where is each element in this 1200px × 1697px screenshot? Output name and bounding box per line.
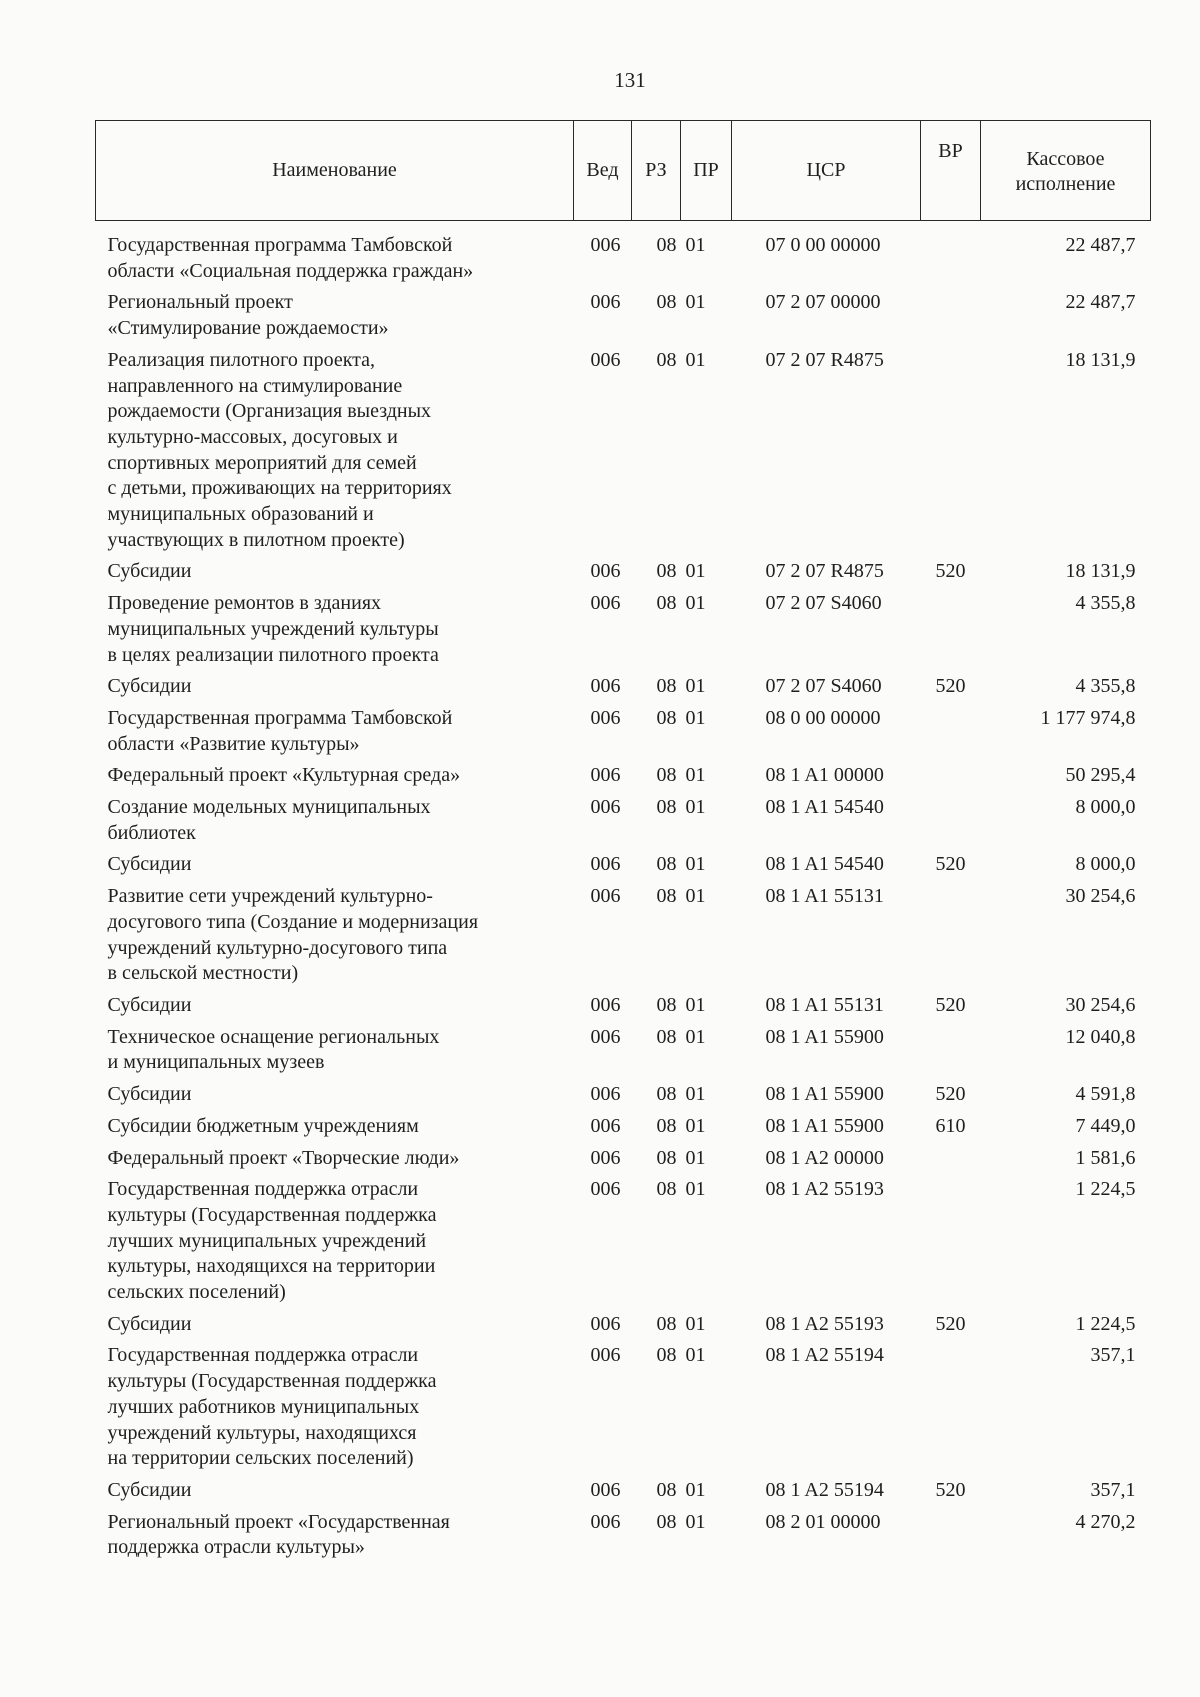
cell-vr <box>921 700 981 757</box>
cell-name: Субсидии бюджетным учреждениям <box>107 1114 419 1137</box>
cell-csr: 07 2 07 00000 <box>765 291 881 314</box>
table-row <box>96 1076 1151 1108</box>
cell-ved: 006 <box>590 1083 621 1106</box>
cell-csr: 07 2 07 S4060 <box>765 592 882 615</box>
cell-ved: 006 <box>590 885 621 908</box>
cell-amount: 30 254,6 <box>1065 993 1136 1016</box>
cell-rz: 08 <box>656 853 677 876</box>
cell-name: Региональный проект «Стимулирование рождаемости» <box>107 291 389 340</box>
table-row <box>96 1140 1151 1172</box>
cell-rz: 08 <box>656 560 677 583</box>
cell-amount: 4 355,8 <box>1075 592 1136 615</box>
cell-vr: 520 <box>935 853 966 876</box>
cell-amount: 8 000,0 <box>1075 853 1136 876</box>
cell-ved: 006 <box>590 1025 621 1048</box>
cell-name: Субсидии <box>107 675 192 698</box>
cell-vr <box>921 1019 981 1076</box>
cell-vr <box>921 789 981 846</box>
table-row <box>96 284 1151 341</box>
cell-pr: 01 <box>685 764 706 787</box>
cell-rz: 08 <box>656 348 677 371</box>
cell-ved: 006 <box>590 1178 621 1201</box>
cell-pr: 01 <box>685 348 706 371</box>
table-row <box>96 846 1151 878</box>
cell-vr: 520 <box>935 1478 966 1501</box>
cell-pr: 01 <box>685 234 706 256</box>
cell-rz: 08 <box>656 675 677 698</box>
cell-amount: 30 254,6 <box>1065 885 1136 908</box>
cell-pr: 01 <box>685 1025 706 1048</box>
page-number: 131 <box>614 68 646 92</box>
cell-rz: 08 <box>656 1344 677 1367</box>
cell-amount: 357,1 <box>1090 1344 1136 1367</box>
cell-amount: 357,1 <box>1090 1478 1136 1501</box>
cell-rz: 08 <box>656 1025 677 1048</box>
cell-csr: 08 1 A2 55193 <box>765 1312 884 1335</box>
cell-rz: 08 <box>656 1083 677 1106</box>
cell-vr: 610 <box>935 1114 966 1137</box>
cell-ved: 006 <box>590 706 621 729</box>
cell-csr: 08 2 01 00000 <box>765 1510 881 1533</box>
header-kassovoe: Кассовое исполнение <box>981 121 1151 221</box>
table-row <box>96 1108 1151 1140</box>
cell-rz: 08 <box>656 1510 677 1533</box>
cell-name: Субсидии <box>107 1312 192 1335</box>
cell-csr: 07 2 07 R4875 <box>765 348 884 371</box>
cell-amount: 1 177 974,8 <box>1040 706 1136 729</box>
table-row <box>96 1472 1151 1504</box>
cell-vr <box>921 284 981 341</box>
cell-csr: 08 0 00 00000 <box>765 706 881 729</box>
cell-ved: 006 <box>590 1146 621 1169</box>
cell-vr <box>921 1140 981 1172</box>
cell-pr: 01 <box>685 560 706 583</box>
cell-pr: 01 <box>685 885 706 908</box>
cell-vr: 520 <box>935 1312 966 1335</box>
cell-csr: 07 0 00 00000 <box>765 234 881 256</box>
cell-name: Субсидии <box>107 853 192 876</box>
cell-name: Создание модельных муниципальных библиотек <box>107 796 431 844</box>
cell-rz: 08 <box>656 1312 677 1335</box>
cell-amount: 50 295,4 <box>1065 764 1136 787</box>
cell-csr: 08 1 A1 55900 <box>765 1025 884 1048</box>
cell-ved: 006 <box>590 764 621 787</box>
cell-vr: 520 <box>935 1083 966 1106</box>
table-row <box>96 1337 1151 1472</box>
cell-csr: 08 1 A1 00000 <box>765 764 884 787</box>
cell-rz: 08 <box>656 1146 677 1169</box>
cell-amount: 1 224,5 <box>1075 1312 1136 1335</box>
cell-vr <box>921 221 981 285</box>
cell-ved: 006 <box>590 1510 621 1533</box>
header-rz: РЗ <box>632 121 681 221</box>
cell-name: Развитие сети учреждений культурно- досугового типа (Создание и модернизация учреждений культурно-досугового типа в сельской местности) <box>107 885 479 985</box>
cell-vr: 520 <box>935 675 966 698</box>
cell-rz: 08 <box>656 706 677 729</box>
cell-vr <box>921 757 981 789</box>
cell-ved: 006 <box>590 853 621 876</box>
table-body <box>96 221 1151 1562</box>
header-ved: Вед <box>574 121 632 221</box>
cell-vr: 520 <box>935 560 966 583</box>
cell-name: Федеральный проект «Культурная среда» <box>107 764 461 787</box>
cell-name: Региональный проект «Государственная поддержка отрасли культуры» <box>107 1510 450 1559</box>
cell-rz: 08 <box>656 592 677 615</box>
cell-pr: 01 <box>685 592 706 615</box>
cell-vr <box>921 342 981 554</box>
cell-ved: 006 <box>590 1114 621 1137</box>
cell-pr: 01 <box>685 993 706 1016</box>
cell-ved: 006 <box>590 560 621 583</box>
table-row <box>96 1171 1151 1306</box>
table-row <box>96 668 1151 700</box>
cell-name: Проведение ремонтов в зданиях муниципальных учреждений культуры в целях реализации пилотного проекта <box>107 592 439 666</box>
cell-csr: 08 1 A2 55193 <box>765 1178 884 1201</box>
cell-name: Субсидии <box>107 1478 192 1501</box>
cell-name: Субсидии <box>107 560 192 583</box>
cell-amount: 7 449,0 <box>1075 1114 1136 1137</box>
table-row <box>96 221 1151 285</box>
cell-pr: 01 <box>685 675 706 698</box>
cell-vr <box>921 878 981 987</box>
cell-amount: 22 487,7 <box>1065 291 1136 314</box>
cell-ved: 006 <box>590 234 621 256</box>
header-pr: ПР <box>681 121 732 221</box>
cell-rz: 08 <box>656 796 677 819</box>
cell-pr: 01 <box>685 1312 706 1335</box>
cell-vr <box>921 1337 981 1472</box>
table-header <box>96 121 1151 221</box>
cell-amount: 4 355,8 <box>1075 675 1136 698</box>
cell-ved: 006 <box>590 675 621 698</box>
cell-csr: 07 2 07 R4875 <box>765 560 884 583</box>
table-row <box>96 1019 1151 1076</box>
cell-rz: 08 <box>656 1178 677 1201</box>
cell-amount: 22 487,7 <box>1065 234 1136 256</box>
cell-vr <box>921 585 981 668</box>
cell-amount: 4 270,2 <box>1075 1510 1136 1533</box>
cell-csr: 08 1 A2 00000 <box>765 1146 884 1169</box>
table-row <box>96 585 1151 668</box>
cell-pr: 01 <box>685 1083 706 1106</box>
cell-ved: 006 <box>590 1312 621 1335</box>
cell-ved: 006 <box>590 1478 621 1501</box>
cell-vr <box>921 1171 981 1306</box>
cell-name: Государственная поддержка отрасли культуры (Государственная поддержка лучших работников муниципальных учреждений культуры, находящихся на территории сельских поселений) <box>107 1344 437 1470</box>
cell-rz: 08 <box>656 885 677 908</box>
cell-amount: 4 591,8 <box>1075 1083 1136 1106</box>
cell-rz: 08 <box>656 234 677 256</box>
cell-rz: 08 <box>656 1478 677 1501</box>
cell-pr: 01 <box>685 853 706 876</box>
cell-csr: 08 1 A2 55194 <box>765 1478 884 1501</box>
cell-rz: 08 <box>656 993 677 1016</box>
cell-name: Государственная программа Тамбовской области «Социальная поддержка граждан» <box>107 234 474 282</box>
table-row <box>96 342 1151 554</box>
cell-name: Государственная программа Тамбовской области «Развитие культуры» <box>107 706 453 755</box>
cell-rz: 08 <box>656 764 677 787</box>
cell-name: Техническое оснащение региональных и муниципальных музеев <box>107 1025 440 1074</box>
cell-csr: 08 1 A1 54540 <box>765 796 884 819</box>
cell-pr: 01 <box>685 796 706 819</box>
budget-execution-table <box>95 120 1151 1561</box>
cell-ved: 006 <box>590 1344 621 1367</box>
cell-ved: 006 <box>590 592 621 615</box>
cell-pr: 01 <box>685 1344 706 1367</box>
cell-csr: 08 1 A2 55194 <box>765 1344 884 1367</box>
table-row <box>96 1306 1151 1338</box>
cell-ved: 006 <box>590 348 621 371</box>
cell-amount: 18 131,9 <box>1065 348 1136 371</box>
cell-amount: 8 000,0 <box>1075 796 1136 819</box>
cell-vr: 520 <box>935 993 966 1016</box>
cell-name: Федеральный проект «Творческие люди» <box>107 1146 460 1169</box>
cell-rz: 08 <box>656 1114 677 1137</box>
cell-vr <box>921 1504 981 1561</box>
cell-amount: 12 040,8 <box>1065 1025 1136 1048</box>
cell-amount: 1 224,5 <box>1075 1178 1136 1201</box>
cell-ved: 006 <box>590 993 621 1016</box>
cell-pr: 01 <box>685 1114 706 1137</box>
table-row <box>96 1504 1151 1561</box>
header-csr: ЦСР <box>732 121 921 221</box>
cell-pr: 01 <box>685 1510 706 1533</box>
cell-name: Субсидии <box>107 1083 192 1106</box>
header-name: Наименование <box>96 121 574 221</box>
table-row <box>96 987 1151 1019</box>
cell-pr: 01 <box>685 1178 706 1201</box>
cell-name: Государственная поддержка отрасли культуры (Государственная поддержка лучших муниципальных учреждений культуры, находящихся на территории сельских поселений) <box>107 1178 437 1304</box>
cell-ved: 006 <box>590 291 621 314</box>
table-row <box>96 878 1151 987</box>
cell-pr: 01 <box>685 1146 706 1169</box>
cell-pr: 01 <box>685 706 706 729</box>
cell-csr: 08 1 A1 55900 <box>765 1083 884 1106</box>
table-row <box>96 700 1151 757</box>
cell-amount: 1 581,6 <box>1075 1146 1136 1169</box>
cell-name: Субсидии <box>107 993 192 1016</box>
header-vr: ВР <box>921 121 981 221</box>
cell-pr: 01 <box>685 291 706 314</box>
table-row <box>96 757 1151 789</box>
cell-csr: 08 1 A1 55900 <box>765 1114 884 1137</box>
cell-amount: 18 131,9 <box>1065 560 1136 583</box>
cell-name: Реализация пилотного проекта, направленного на стимулирование рождаемости (Организация выездных культурно-массовых, досуговых и спортивных мероприятий для семей с детьми, проживающих на территориях муниципальных образований и участвующих в пилотном проекте) <box>107 348 452 551</box>
table-row <box>96 789 1151 846</box>
cell-pr: 01 <box>685 1478 706 1501</box>
cell-ved: 006 <box>590 796 621 819</box>
table-row <box>96 553 1151 585</box>
cell-csr: 07 2 07 S4060 <box>765 675 882 698</box>
cell-csr: 08 1 A1 55131 <box>765 885 884 908</box>
cell-csr: 08 1 A1 55131 <box>765 993 884 1016</box>
cell-csr: 08 1 A1 54540 <box>765 853 884 876</box>
cell-rz: 08 <box>656 291 677 314</box>
